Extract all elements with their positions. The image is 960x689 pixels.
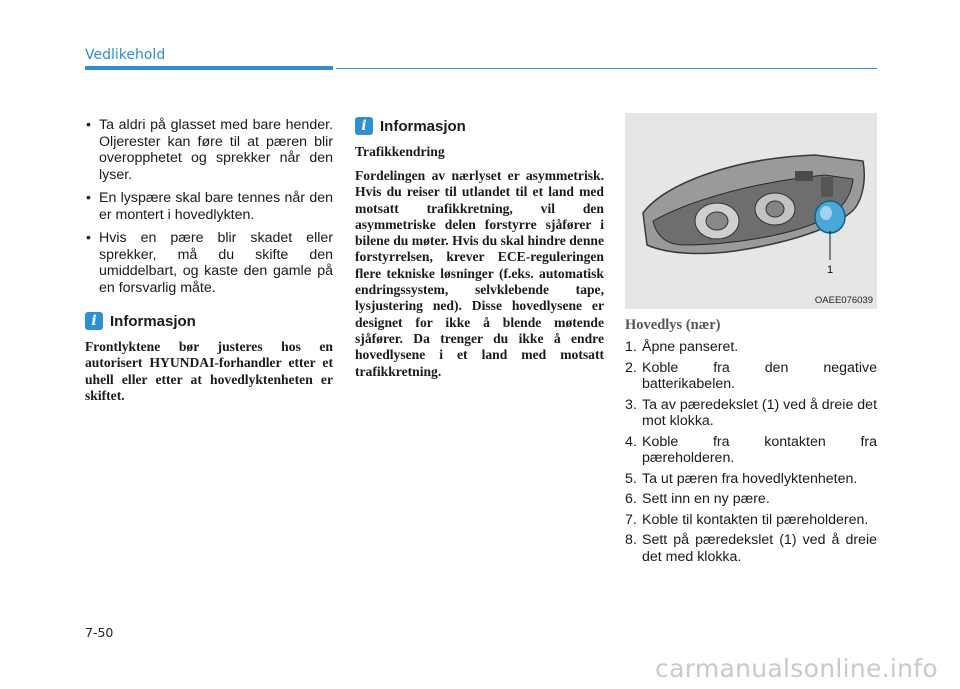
header-rule-thick xyxy=(85,66,333,70)
steps-list xyxy=(625,339,877,565)
step-item: 6. Sett inn en ny pære. xyxy=(625,491,770,507)
page-number: 7-50 xyxy=(85,625,114,640)
figure-code: OAEE076039 xyxy=(814,295,873,306)
callout-label: 1 xyxy=(826,264,834,276)
header-rule-thin xyxy=(336,68,877,69)
info-text: Frontlyktene bør justeres hos en autorisert HYUNDAI-forhandler etter et uhell eller etter at hovedlyktenheten er skiftet. xyxy=(85,339,333,403)
steps-title: Hovedlys (nær) xyxy=(625,317,721,333)
info-title: Informasjon xyxy=(110,312,196,330)
headlamp-figure xyxy=(625,113,877,309)
info-title: Informasjon xyxy=(380,117,466,135)
connector-block xyxy=(821,177,833,197)
info-icon: i xyxy=(85,312,103,330)
step-item: 2. Koble fra den negative batterikabelen. xyxy=(625,359,877,392)
info-header xyxy=(85,312,333,330)
step-item: 8. Sett på pæredekslet (1) ved å dreie det med klokka. xyxy=(625,532,877,565)
bullet-item: • En lyspære skal bare tennes når den er montert i hovedlykten. xyxy=(85,190,333,223)
step-item: 7. Koble til kontakten til pæreholderen. xyxy=(625,511,869,528)
info-text: Fordelingen av nærlyset er asymmetrisk. Hvis du reiser til utlandet til et land med motsatt trafikkretning, vil den asymmetriske delen forstyrre sjåfører i bilene du møter. Hvis du skal hindre denne forstyrrelsen, krever ECE-reguleringen flere tekniske løsninger (f.eks. automatisk endringssystem, selvklebende tape, lysjustering ned). Disse hovedlysene er designet for ikke å blende møtende sjåfører. Da trenger du ikke å endre hovedlysene i et land med motsatt trafikkretning. xyxy=(355,168,604,379)
info-subtitle: Trafikkendring xyxy=(355,144,445,159)
bullet-item: • Hvis en pære blir skadet eller sprekker, må du skifte den umiddelbart, og kaste den gamle på en forsvarlig måte. xyxy=(85,230,333,296)
bullet-item: • Ta aldri på glasset med bare hender. Oljerester kan føre til at pæren blir overopphetet og sprekker når den lyser. xyxy=(85,117,333,183)
headlamp-illustration xyxy=(625,113,877,309)
bulb-cover-highlight xyxy=(820,206,832,220)
reflector-center xyxy=(706,212,728,230)
section-title: Vedlikehold xyxy=(85,47,166,63)
step-item: 1. Åpne panseret. xyxy=(625,339,739,355)
step-item: 5. Ta ut pæren fra hovedlyktenheten. xyxy=(625,470,858,487)
column-middle xyxy=(355,117,604,380)
step-item: 4. Koble fra kontakten fra pæreholderen. xyxy=(625,433,877,466)
info-icon: i xyxy=(355,117,373,135)
connector-block xyxy=(795,171,813,181)
column-right xyxy=(625,113,877,569)
caution-bullet-list xyxy=(85,117,333,296)
step-item: 3. Ta av pæredekslet (1) ved å dreie det mot klokka. xyxy=(625,396,878,429)
column-left xyxy=(85,117,333,404)
watermark: carmanualsonline.info xyxy=(655,654,938,683)
reflector-center xyxy=(766,201,784,217)
info-header xyxy=(355,117,604,135)
